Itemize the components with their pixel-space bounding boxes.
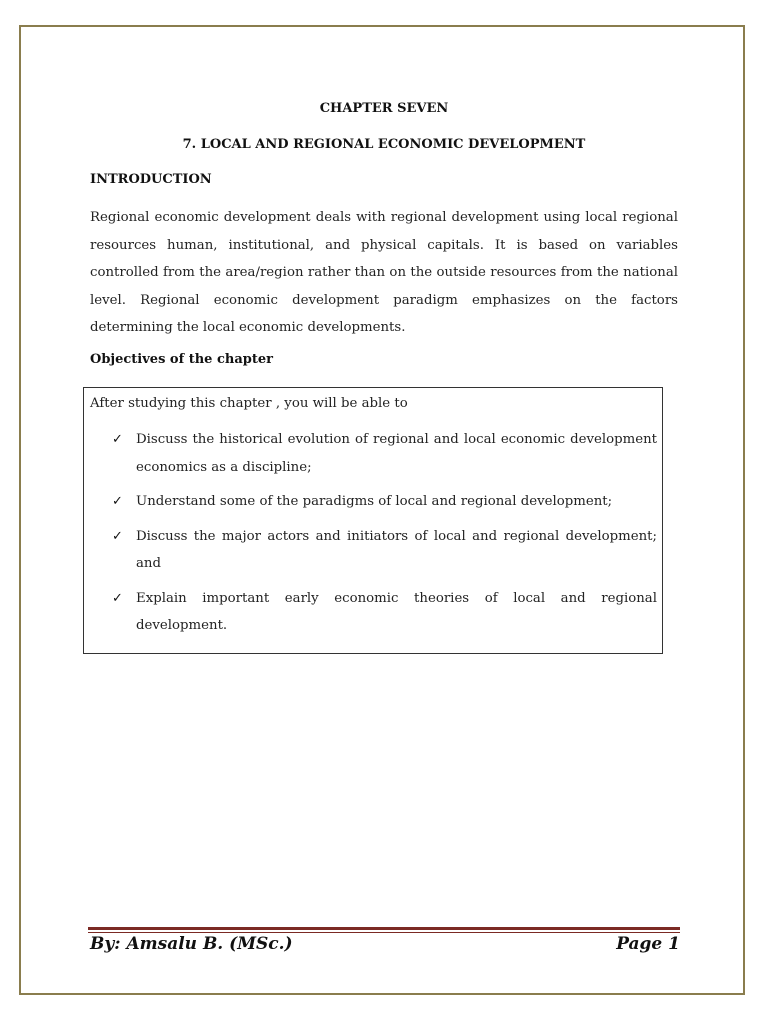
list-item [84, 426, 664, 481]
checkmark-icon: ✓ [112, 432, 123, 447]
list-item [84, 585, 664, 640]
objective-text: Understand some of the paradigms of local and regional development; [136, 494, 613, 509]
objectives-heading: Objectives of the chapter [90, 352, 273, 367]
objective-text: Discuss the major actors and initiators of local and regional development; and [136, 528, 657, 571]
chapter-title: 7. LOCAL AND REGIONAL ECONOMIC DEVELOPMENT [182, 137, 586, 152]
section-heading: INTRODUCTION [90, 172, 212, 187]
footer-author: By: Amsalu B. (MSc.) [90, 934, 293, 954]
objectives-box [83, 387, 663, 654]
list-item [84, 488, 664, 516]
footer-rule-thick [88, 927, 680, 930]
checkmark-icon: ✓ [112, 528, 123, 544]
objectives-list [84, 426, 664, 647]
footer-page-number: Page 1 [616, 934, 680, 954]
objective-text: Discuss the historical evolution of regional and local economic development economics as a discipline; [136, 432, 657, 475]
objective-text: Explain important early economic theories of local and regional development. [136, 590, 657, 633]
objectives-intro: After studying this chapter , you will be able to [90, 396, 408, 411]
list-item [84, 523, 664, 578]
footer-rule-thin [88, 932, 680, 933]
checkmark-icon: ✓ [112, 590, 123, 606]
footer-rule [88, 927, 680, 933]
chapter-label: CHAPTER SEVEN [319, 101, 449, 116]
checkmark-icon: ✓ [112, 494, 123, 509]
intro-paragraph: Regional economic development deals with regional development using local regional resources human, institutional, and physical capitals. It is based on variables controlled from the area/region rather than on the outside resources from the national level. Regional economic development paradigm emphasizes on the factors determining the local economic developments. [90, 210, 678, 335]
